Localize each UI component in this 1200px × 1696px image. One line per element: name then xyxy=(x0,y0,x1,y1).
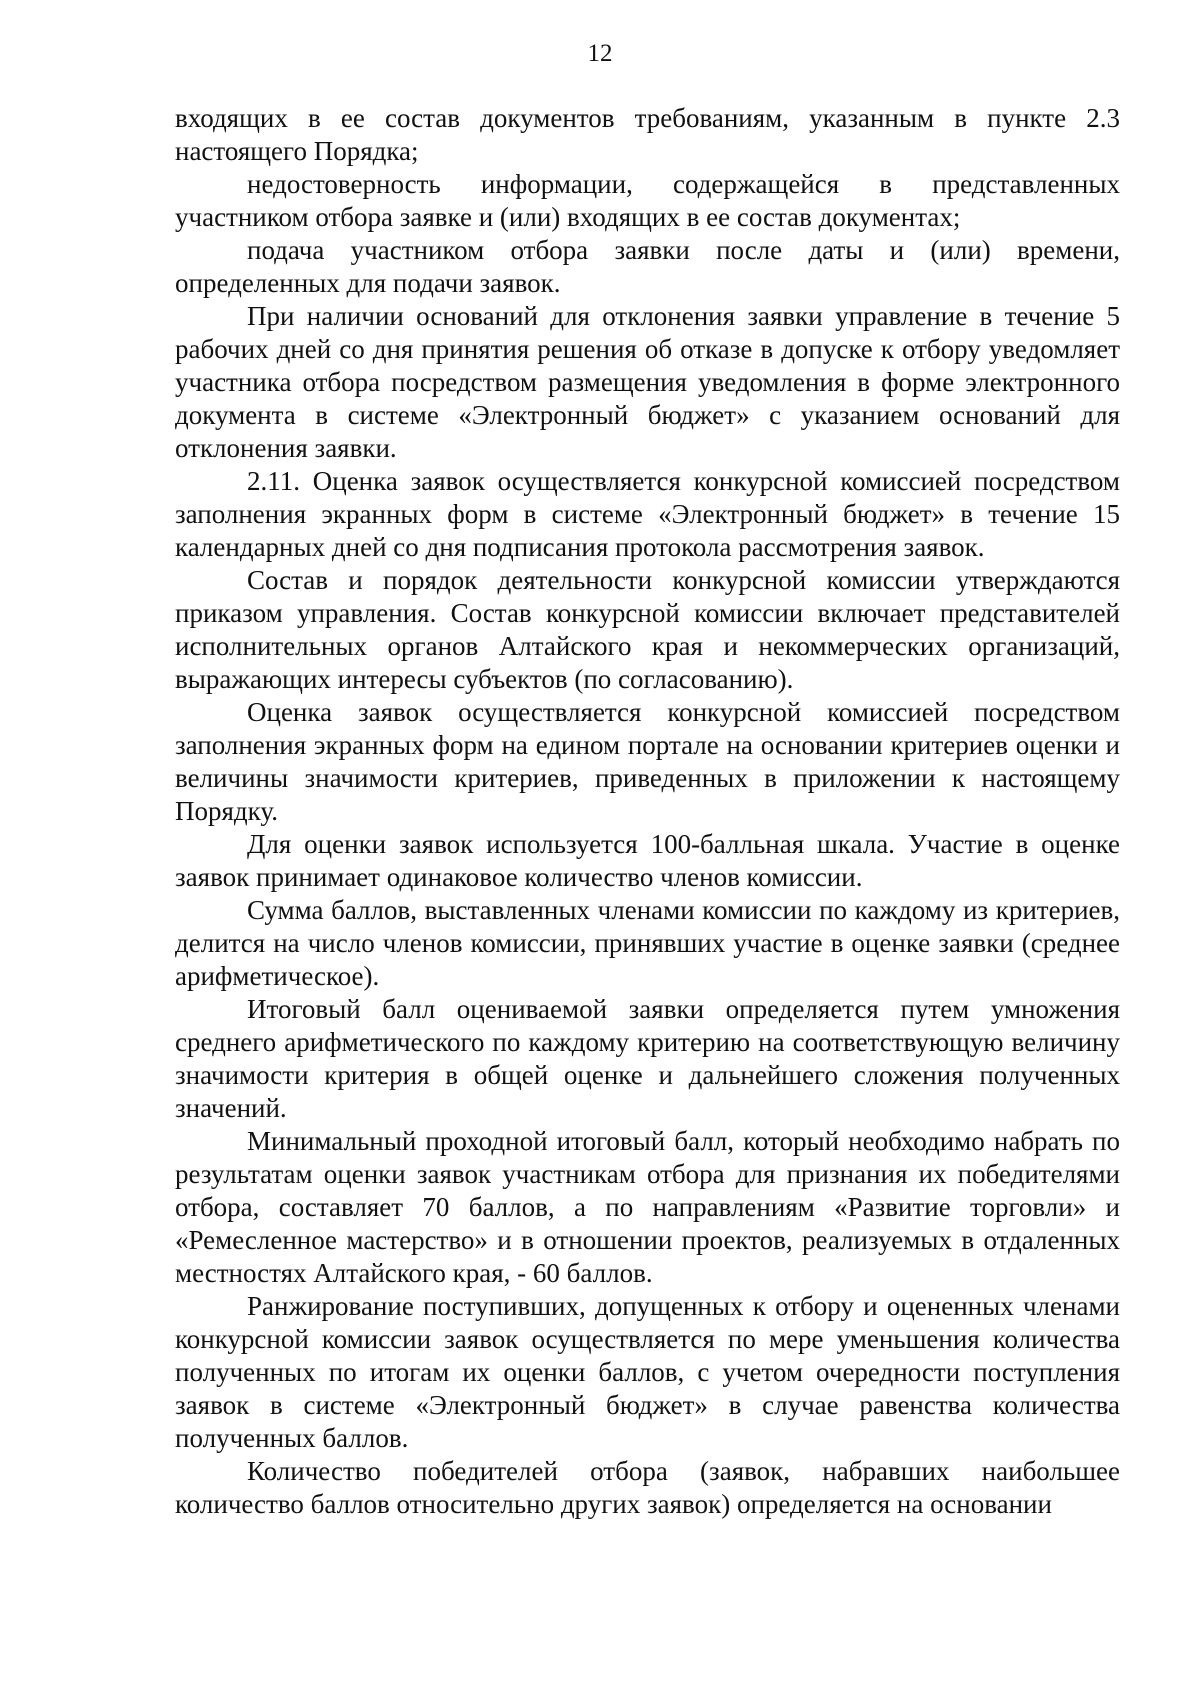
paragraph: Сумма баллов, выставленных членами комиссии по каждому из критериев, делится на число членов комиссии, принявших участие в оценке заявки (среднее арифметическое). xyxy=(175,895,1120,991)
paragraph: недостоверность информации, содержащейся в представленных участником отбора заявке и (или) входящих в ее состав документах; xyxy=(175,169,1120,232)
paragraph: Количество победителей отбора (заявок, набравших наибольшее количество баллов относительно других заявок) определяется на основании xyxy=(175,1456,1120,1519)
paragraph-section-2-11: 2.11. Оценка заявок осуществляется конкурсной комиссией посредством заполнения экранных форм в системе «Электронный бюджет» в течение 15 календарных дней со дня подписания протокола рассмотрения заявок. xyxy=(175,466,1120,562)
paragraph: Итоговый балл оцениваемой заявки определяется путем умножения среднего арифметического по каждому критерию на соответствующую величину значимости критерия в общей оценке и дальнейшего сложения полученных значений. xyxy=(175,994,1120,1123)
paragraph: Оценка заявок осуществляется конкурсной комиссией посредством заполнения экранных форм на едином портале на основании критериев оценки и величины значимости критериев, приведенных в приложении к настоящему Порядку. xyxy=(175,697,1120,826)
paragraph: При наличии оснований для отклонения заявки управление в течение 5 рабочих дней со дня принятия решения об отказе в допуске к отбору уведомляет участника отбора посредством размещения уведомления в форме электронного документа в системе «Электронный бюджет» с указанием оснований для отклонения заявки. xyxy=(175,301,1120,463)
document-body xyxy=(175,102,1120,1521)
paragraph: Для оценки заявок используется 100-балльная шкала. Участие в оценке заявок принимает одинаковое количество членов комиссии. xyxy=(175,829,1120,892)
paragraph: Ранжирование поступивших, допущенных к отбору и оцененных членами конкурсной комиссии заявок осуществляется по мере уменьшения количества полученных по итогам их оценки баллов, с учетом очередности поступления заявок в системе «Электронный бюджет» в случае равенства количества полученных баллов. xyxy=(175,1291,1120,1453)
paragraph: Состав и порядок деятельности конкурсной комиссии утверждаются приказом управления. Состав конкурсной комиссии включает представителей исполнительных органов Алтайского края и некоммерческих организаций, выражающих интересы субъектов (по согласованию). xyxy=(175,565,1120,694)
paragraph-continued: входящих в ее состав документов требованиям, указанным в пункте 2.3 настоящего Порядка; xyxy=(175,103,1120,166)
page-number: 12 xyxy=(587,40,613,67)
paragraph: подача участником отбора заявки после даты и (или) времени, определенных для подачи заявок. xyxy=(175,235,1120,298)
paragraph: Минимальный проходной итоговый балл, который необходимо набрать по результатам оценки заявок участникам отбора для признания их победителями отбора, составляет 70 баллов, а по направлениям «Развитие торговли» и «Ремесленное мастерство» и в отношении проектов, реализуемых в отдаленных местностях Алтайского края, - 60 баллов. xyxy=(175,1126,1120,1288)
